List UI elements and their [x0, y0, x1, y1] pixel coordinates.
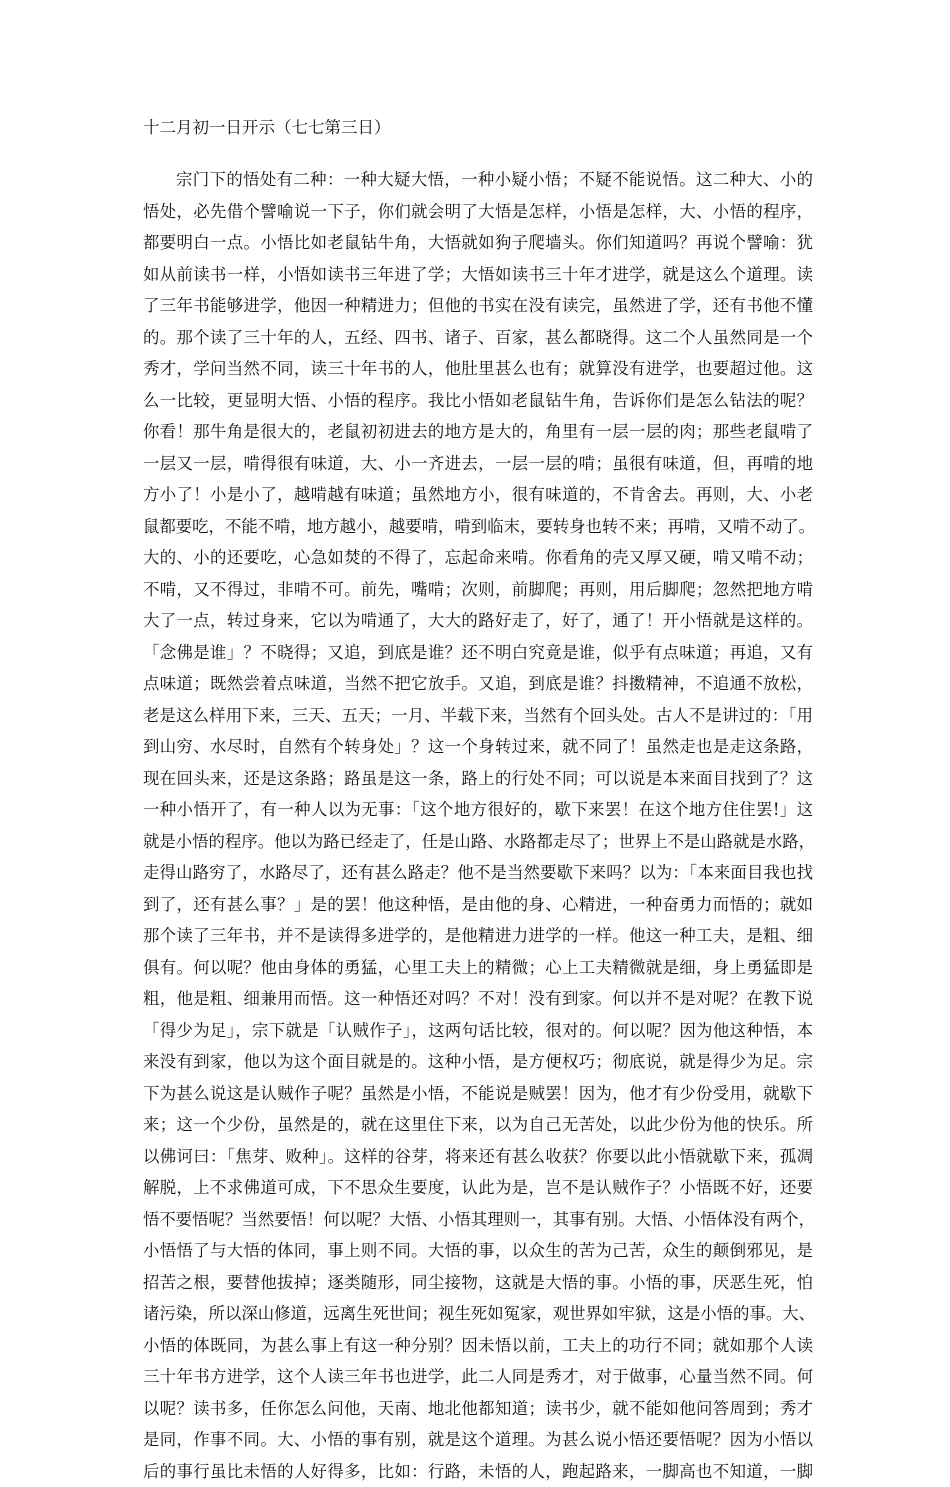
- text-line: 到山穷、水尽时，自然有个转身处」？这一个身转过来，就不同了！虽然走也是走这条路，: [143, 731, 813, 763]
- text-line: 如从前读书一样，小悟如读书三年进了学；大悟如读书三十年才进学，就是这么个道理。读: [143, 259, 813, 291]
- text-line: 来；这一个少份，虽然是的，就在这里住下来，以为自己无苦处，以此少份为他的快乐。所: [143, 1109, 813, 1141]
- text-line: 一层又一层，啃得很有味道，大、小一齐进去，一层一层的啃；虽很有味道，但，再啃的地: [143, 448, 813, 480]
- text-line: 老是这么样用下来，三天、五天；一月、半载下来，当然有个回头处。古人不是讲过的：「用: [143, 700, 813, 732]
- text-line: 了三年书能够进学，他因一种精进力；但他的书实在没有读完，虽然进了学，还有书他不懂: [143, 290, 813, 322]
- text-line: 秀才，学问当然不同，读三十年书的人，他肚里甚么也有；就算没有进学，也要超过他。这: [143, 353, 813, 385]
- text-line: 大了一点，转过身来，它以为啃通了，大大的路好走了，好了，通了！开小悟就是这样的。: [143, 605, 813, 637]
- text-line: 点味道；既然尝着点味道，当然不把它放手。又追，到底是谁？抖擞精神，不追通不放松，: [143, 668, 813, 700]
- text-line: 走得山路穷了，水路尽了，还有甚么路走？他不是当然要歇下来吗？以为：「本来面目我也找: [143, 857, 813, 889]
- text-line: 鼠都要吃，不能不啃，地方越小，越要啃，啃到临末，要转身也转不来；再啃，又啃不动了。: [143, 511, 813, 543]
- text-line: 来没有到家，他以为这个面目就是的。这种小悟，是方便权巧；彻底说，就是得少为足。宗: [143, 1046, 813, 1078]
- text-line: 的。那个读了三十年的人，五经、四书、诸子、百家，甚么都晓得。这二个人虽然同是一个: [143, 322, 813, 354]
- text-line: 你看！那牛角是很大的，老鼠初初进去的地方是大的，角里有一层一层的肉；那些老鼠啃了: [143, 416, 813, 448]
- text-line: 小悟的体既同，为甚么事上有这一种分别？因未悟以前，工夫上的功行不同；就如那个人读: [143, 1330, 813, 1362]
- text-line: 一种小悟开了，有一种人以为无事：「这个地方很好的，歇下来罢！在这个地方住住罢!」这: [143, 794, 813, 826]
- text-line: 就是小悟的程序。他以为路已经走了，任是山路、水路都走尽了；世界上不是山路就是水路，: [143, 826, 813, 858]
- text-line: 招苦之根，要替他拔掉；逐类随形，同尘接物，这就是大悟的事。小悟的事，厌恶生死，怕: [143, 1267, 813, 1299]
- text-line: 粗，他是粗、细兼用而悟。这一种悟还对吗？不对！没有到家。何以并不是对呢？在教下说: [143, 983, 813, 1015]
- text-line: 悟不要悟呢？当然要悟！何以呢？大悟、小悟其理则一，其事有别。大悟、小悟体没有两个，: [143, 1204, 813, 1236]
- text-line: 诸污染，所以深山修道，远离生死世间；视生死如冤家，观世界如牢狱，这是小悟的事。大、: [143, 1298, 813, 1330]
- text-line: 俱有。何以呢？他由身体的勇猛，心里工夫上的精微；心上工夫精微就是细，身上勇猛即是: [143, 952, 813, 984]
- text-line: 「得少为足」，宗下就是「认贼作子」，这两句话比较，很对的。何以呢？因为他这种悟，本: [143, 1015, 813, 1047]
- text-line: 么一比较，更显明大悟、小悟的程序。我比小悟如老鼠钻牛角，告诉你们是怎么钻法的呢？: [143, 385, 813, 417]
- text-line: 那个读了三年书，并不是读得多进学的，是他精进力进学的一样。他这一种工夫，是粗、细: [143, 920, 813, 952]
- text-line: 解脱，上不求佛道可成，下不思众生要度，认此为是，岂不是认贼作子？小悟既不好，还要: [143, 1172, 813, 1204]
- text-line: 大的、小的还要吃，心急如焚的不得了，忘起命来啃。你看角的壳又厚又硬，啃又啃不动；: [143, 542, 813, 574]
- text-line: 小悟悟了与大悟的体同，事上则不同。大悟的事，以众生的苦为己苦，众生的颠倒邪见，是: [143, 1235, 813, 1267]
- text-line: 悟处，必先借个譬喻说一下子，你们就会明了大悟是怎样，小悟是怎样，大、小悟的程序，: [143, 196, 813, 228]
- text-line: 不啃，又不得过，非啃不可。前先，嘴啃；次则，前脚爬；再则，用后脚爬；忽然把地方啃: [143, 574, 813, 606]
- text-line: 方小了！小是小了，越啃越有味道；虽然地方小，很有味道的，不肯舍去。再则，大、小老: [143, 479, 813, 511]
- text-line: 以佛诃曰：「焦芽、败种」。这样的谷芽，将来还有甚么收获？你要以此小悟就歇下来，孤凋: [143, 1141, 813, 1173]
- text-line: 到了，还有甚么事？」是的罢！他这种悟，是由他的身、心精进，一种奋勇力而悟的；就如: [143, 889, 813, 921]
- text-line: 下为甚么说这是认贼作子呢？虽然是小悟，不能说是贼罢！因为，他才有少份受用，就歇下: [143, 1078, 813, 1110]
- text-line: 三十年书方进学，这个人读三年书也进学，此二人同是秀才，对于做事，心量当然不同。何: [143, 1361, 813, 1393]
- text-line: 是同，作事不同。大、小悟的事有别，就是这个道理。为甚么说小悟还要悟呢？因为小悟以: [143, 1424, 813, 1456]
- body-text: [143, 164, 813, 1487]
- page-title: 十二月初一日开示（七七第三日）: [143, 116, 391, 140]
- text-line: 现在回头来，还是这条路；路虽是这一条，路上的行处不同；可以说是本来面目找到了？这: [143, 763, 813, 795]
- text-line: 宗门下的悟处有二种：一种大疑大悟，一种小疑小悟；不疑不能说悟。这二种大、小的: [143, 164, 813, 196]
- text-line: 后的事行虽比未悟的人好得多，比如：行路，未悟的人，跑起路来，一脚高也不知道，一脚: [143, 1456, 813, 1487]
- text-line: 「念佛是谁」？不晓得；又追，到底是谁？还不明白究竟是谁，似乎有点味道；再追，又有: [143, 637, 813, 669]
- text-line: 都要明白一点。小悟比如老鼠钻牛角，大悟就如狗子爬墙头。你们知道吗？再说个譬喻：犹: [143, 227, 813, 259]
- text-line: 以呢？读书多，任你怎么问他，天南、地北他都知道；读书少，就不能如他问答周到；秀才: [143, 1393, 813, 1425]
